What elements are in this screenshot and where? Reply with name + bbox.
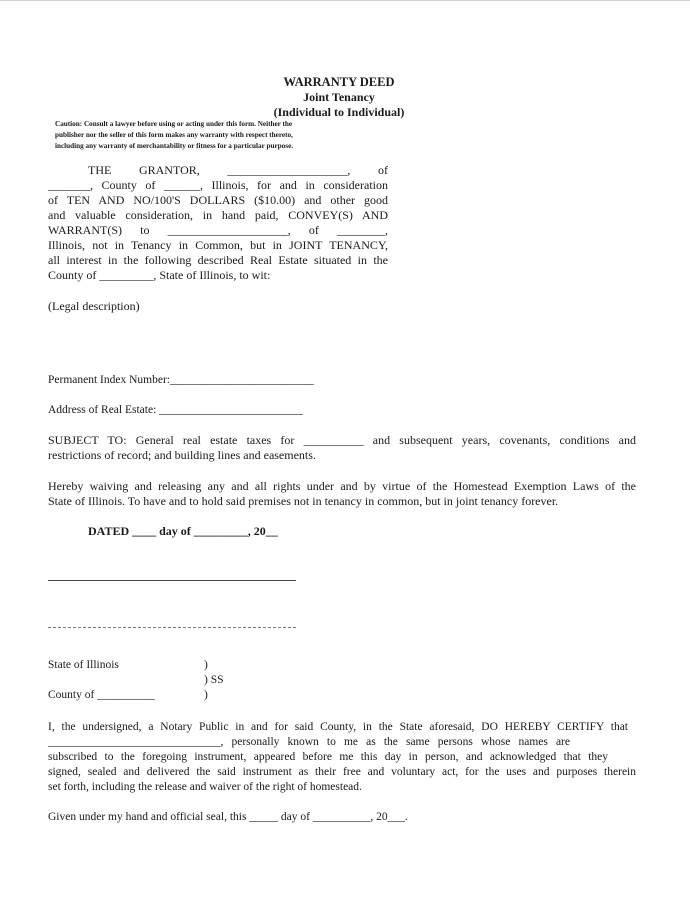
grantor-line-1: THE GRANTOR, ____________________, of — [88, 163, 388, 177]
permanent-index-number: Permanent Index Number:_________________________ — [48, 374, 314, 386]
bracket-1: ) — [204, 659, 208, 671]
grantor-line-8: County of _________, State of Illinois, to wit: — [48, 268, 271, 282]
document-subtitle-2: (Individual to Individual) — [273, 105, 405, 119]
grantor-line-6: Illinois, not in Tenancy in Common, but in JOINT TENANCY, — [48, 238, 388, 252]
county-of: County of __________ — [48, 689, 155, 701]
given-under-hand: Given under my hand and official seal, this _____ day of __________, 20___. — [48, 811, 408, 823]
legal-description: (Legal description) — [48, 299, 140, 313]
document-title: WARRANTY DEED — [283, 75, 395, 89]
caution-line-2: publisher nor the seller of this form makes any warranty with respect thereto, — [55, 131, 293, 139]
subject-to-line-2: restrictions of record; and building lines and easements. — [48, 448, 316, 462]
ss-mark: ) SS — [204, 674, 224, 686]
grantor-line-7: all interest in the following described Real Estate situated in the — [48, 253, 388, 267]
grantor-line-5: WARRANT(S) to ____________________, of ________, — [48, 223, 388, 237]
notary-line-2: ______________________________, personally known to me as the same persons whose names are — [48, 736, 570, 748]
notary-line-3: subscribed to the foregoing instrument, appeared before me this day in person, and acknowledged that they — [48, 751, 608, 763]
document-subtitle: Joint Tenancy — [303, 90, 375, 104]
notary-line-5: set forth, including the release and waiver of the right of homestead. — [48, 781, 362, 793]
address-of-real-estate: Address of Real Estate: _________________________ — [48, 404, 303, 416]
homestead-line-2: State of Illinois. To have and to hold said premises not in tenancy in common, but in joint tenancy forever. — [48, 494, 559, 508]
state-of-illinois: State of Illinois — [48, 659, 119, 671]
grantor-line-4: and valuable consideration, in hand paid, CONVEY(S) AND — [48, 208, 388, 222]
homestead-line-1: Hereby waiving and releasing any and all rights under and by virtue of the Homestead Exemption Laws of the — [48, 479, 636, 493]
notary-line-4: signed, sealed and delivered the said instrument as their free and voluntary act, for the uses and purposes therein — [48, 766, 636, 778]
caution-line-1: Caution: Consult a lawyer before using or acting under this form. Neither the — [55, 120, 293, 128]
grantor-line-2: _______, County of ______, Illinois, for and in consideration — [48, 178, 388, 192]
bracket-3: ) — [204, 689, 208, 701]
notary-line-1: I, the undersigned, a Notary Public in and for said County, in the State aforesaid, DO HEREBY CERTIFY that — [48, 721, 628, 733]
grantor-line-3: of TEN AND NO/100'S DOLLARS ($10.00) and other good — [48, 193, 388, 207]
signature-line-2 — [48, 627, 296, 628]
caution-line-3: including any warranty of merchantability or fitness for a particular purpose. — [55, 142, 294, 150]
dated-line: DATED ____ day of _________, 20__ — [88, 524, 278, 538]
subject-to-line-1: SUBJECT TO: General real estate taxes for __________ and subsequent years, covenants, conditions and — [48, 433, 636, 447]
signature-line-1 — [48, 580, 296, 581]
